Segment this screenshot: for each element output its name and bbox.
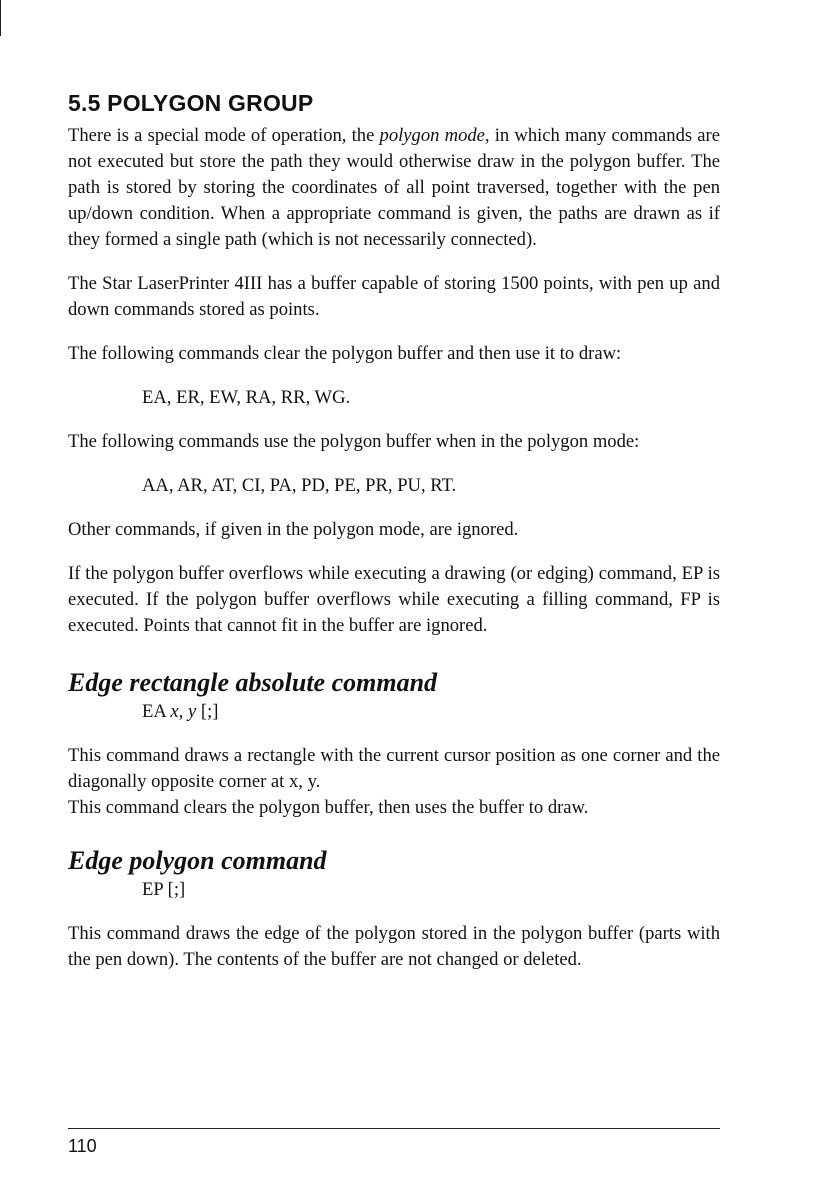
- syntax-params: x, y: [170, 701, 197, 722]
- intro-text-end: , in which many commands are not executed but store the path they would otherwise draw in the polygon buffer. The path is stored by storing the coordinates of all point traversed, together with the pen up/down condition. When a appropriate command is given, the paths are drawn as if they formed a single path (which is not necessarily connected).: [68, 125, 720, 250]
- syntax-tail: [;]: [200, 701, 219, 722]
- capacity-paragraph: The Star LaserPrinter 4III has a buffer capable of storing 1500 points, with pen up and down commands stored as points.: [68, 273, 720, 320]
- ignored-commands-note: Other commands, if given in the polygon mode, are ignored.: [68, 519, 519, 540]
- intro-paragraph: [68, 123, 720, 253]
- scan-edge-mark: [0, 0, 1, 36]
- command-description: This command clears the polygon buffer, then uses the buffer to draw.: [68, 797, 589, 818]
- clear-commands-intro: The following commands clear the polygon buffer and then use it to draw:: [68, 343, 622, 364]
- command-edge-polygon: [68, 845, 720, 973]
- overflow-paragraph: If the polygon buffer overflows while executing a drawing (or edging) command, EP is executed. If the polygon buffer overflows while executing a filling command, FP is executed. Points that cannot fit in the buffer are ignored.: [68, 563, 720, 636]
- command-syntax: [68, 699, 720, 725]
- command-description: This command draws the edge of the polygon stored in the polygon buffer (parts with the pen down). The contents of the buffer are not changed or deleted.: [68, 923, 720, 970]
- use-commands-intro: The following commands use the polygon buffer when in the polygon mode:: [68, 431, 640, 452]
- syntax-code: EA: [142, 701, 166, 722]
- polygon-mode-term: polygon mode: [379, 125, 485, 146]
- section-title: 5.5 POLYGON GROUP: [68, 90, 314, 116]
- use-commands-list: AA, AR, AT, CI, PA, PD, PE, PR, PU, RT.: [142, 475, 457, 496]
- footer-rule: [68, 1128, 720, 1129]
- command-edge-rectangle: [68, 667, 720, 821]
- command-title: Edge rectangle absolute command: [68, 668, 438, 697]
- command-description: This command draws a rectangle with the current cursor position as one corner and the diagonally opposite corner at x, y.: [68, 745, 720, 792]
- manual-page: [68, 88, 720, 973]
- command-title: Edge polygon command: [68, 846, 327, 875]
- page-number: 110: [68, 1136, 97, 1156]
- intro-text-start: There is a special mode of operation, the: [68, 125, 380, 146]
- clear-commands-list: EA, ER, EW, RA, RR, WG.: [142, 387, 351, 408]
- command-syntax: EP [;]: [142, 879, 186, 900]
